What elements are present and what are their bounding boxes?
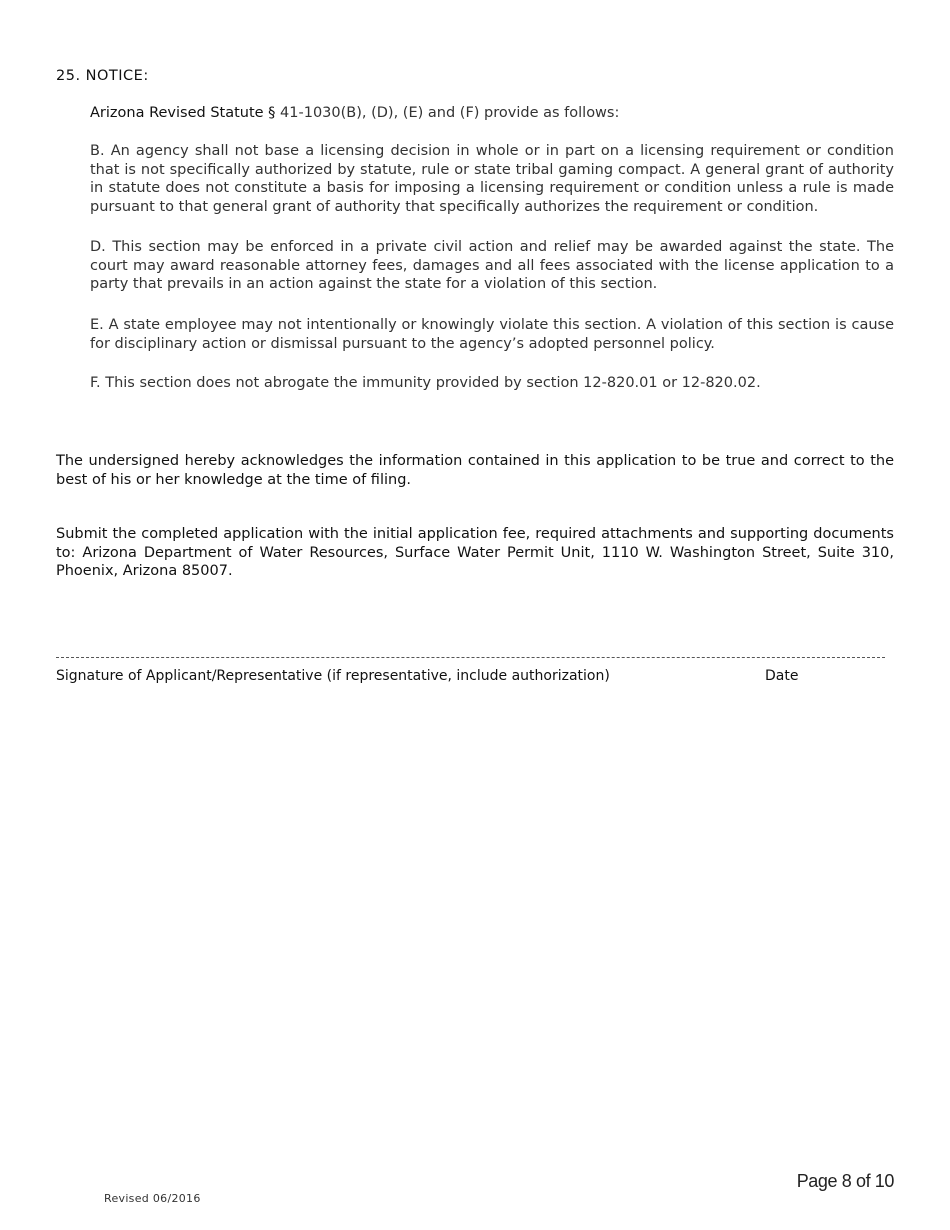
page-number: Page 8 of 10 <box>796 1171 894 1191</box>
revision-date: Revised 06/2016 <box>104 1192 201 1205</box>
signature-line[interactable] <box>56 657 885 658</box>
acknowledgement-text: The undersigned hereby acknowledges the information contained in this application to be true and correct to the best of his or her knowledge at the time of filing. <box>56 453 894 488</box>
statute-paragraph-b: B. An agency shall not base a licensing decision in whole or in part on a licensing requirement or condition that is not specifically authorized by statute, rule or state tribal gaming compact. A general grant of authority in statute does not constitute a basis for imposing a licensing requirement or condition unless a rule is made pursuant to that general grant of authority that specifically authorizes the requirement or condition. <box>90 143 894 215</box>
date-label: Date <box>765 668 799 684</box>
section-heading: 25. NOTICE: <box>56 68 149 84</box>
statute-paragraph-f: F. This section does not abrogate the immunity provided by section 12-820.01 or 12-820.02. <box>90 375 761 391</box>
statute-paragraph-d: D. This section may be enforced in a private civil action and relief may be awarded against the state. The court may award reasonable attorney fees, damages and all fees associated with the license application to a party that prevails in an action against the state for a violation of this section. <box>90 239 894 292</box>
statute-intro-lead: Arizona Revised Statute § <box>90 105 276 121</box>
statute-paragraph-e: E. A state employee may not intentionally or knowingly violate this section. A violation of this section is cause for disciplinary action or dismissal pursuant to the agency’s adopted personnel policy. <box>90 317 894 352</box>
statute-intro-rest: 41-1030(B), (D), (E) and (F) provide as follows: <box>275 105 620 121</box>
submission-instructions: Submit the completed application with the initial application fee, required attachments and supporting documents to: Arizona Department of Water Resources, Surface Water Permit Unit, 1110 W. Washington Street, Suite 310, Phoenix, Arizona 85007. <box>56 526 894 579</box>
signature-label: Signature of Applicant/Representative (if representative, include authorization) <box>56 668 610 684</box>
statute-intro <box>90 105 619 121</box>
